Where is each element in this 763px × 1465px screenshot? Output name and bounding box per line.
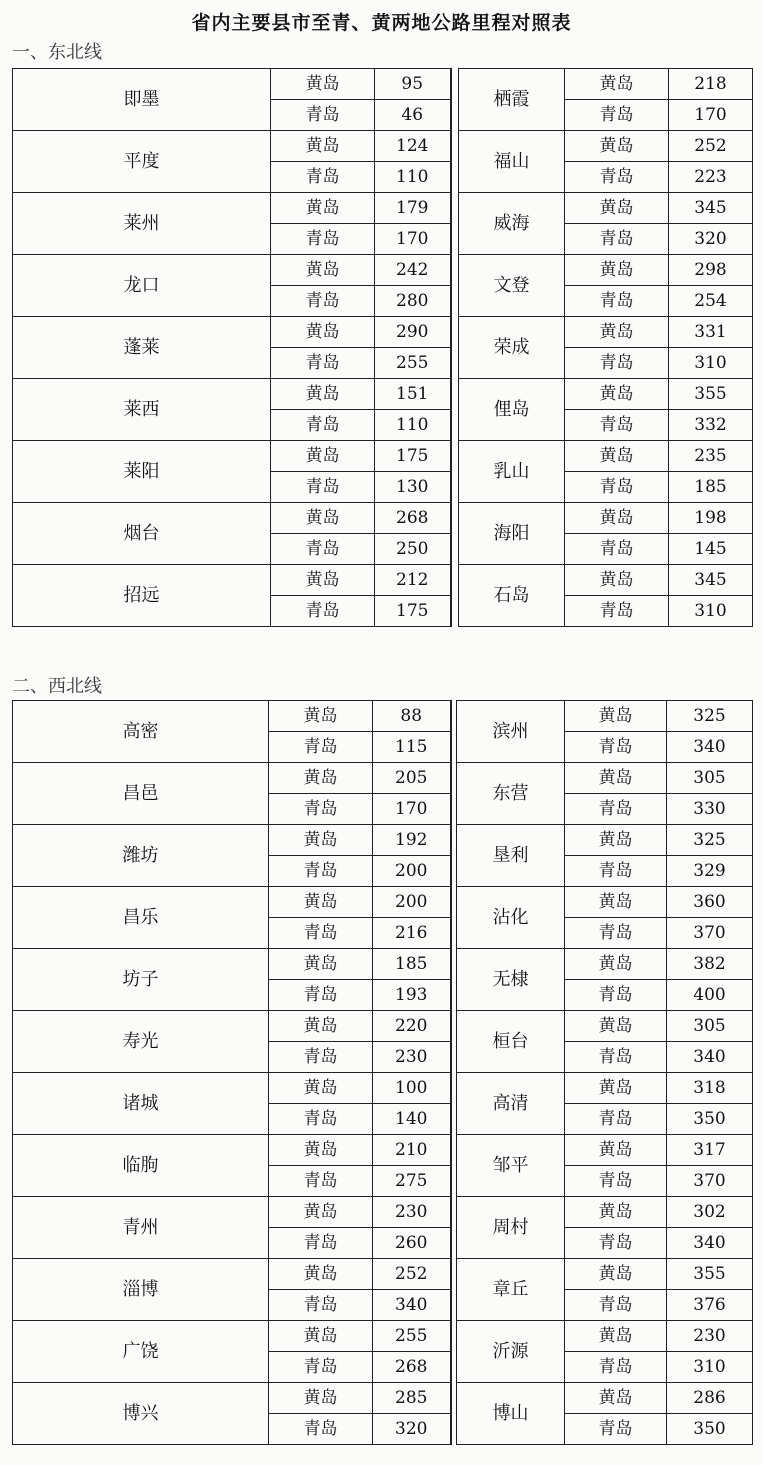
distance-value: 329 [667, 856, 753, 887]
table-row [13, 701, 753, 732]
table-row [13, 1073, 753, 1104]
distance-value: 317 [667, 1135, 753, 1166]
distance-value: 340 [667, 732, 753, 763]
destination-label: 青岛 [565, 918, 667, 949]
distance-value: 370 [667, 918, 753, 949]
destination-label: 青岛 [271, 224, 375, 255]
city-name: 博山 [457, 1383, 565, 1445]
distance-value: 210 [373, 1135, 451, 1166]
distance-value: 360 [667, 887, 753, 918]
destination-label: 青岛 [565, 856, 667, 887]
distance-value: 250 [375, 534, 451, 565]
table-row [13, 131, 753, 162]
distance-value: 376 [667, 1290, 753, 1321]
city-name: 邹平 [457, 1135, 565, 1197]
city-name: 章丘 [457, 1259, 565, 1321]
distance-value: 305 [667, 1011, 753, 1042]
city-name: 莱州 [13, 193, 271, 255]
distance-value: 331 [669, 317, 753, 348]
destination-label: 青岛 [565, 1228, 667, 1259]
table-row [13, 949, 753, 980]
destination-label: 黄岛 [565, 379, 669, 410]
destination-label: 黄岛 [269, 763, 373, 794]
city-name: 寿光 [13, 1011, 269, 1073]
city-name: 荣成 [459, 317, 565, 379]
destination-label: 青岛 [565, 596, 669, 627]
destination-label: 青岛 [565, 980, 667, 1011]
destination-label: 青岛 [269, 856, 373, 887]
table-row [13, 565, 753, 596]
section-heading-northwest: 二、西北线 [12, 676, 102, 697]
city-name: 蓬莱 [13, 317, 271, 379]
city-name: 昌乐 [13, 887, 269, 949]
distance-value: 325 [667, 701, 753, 732]
distance-value: 254 [669, 286, 753, 317]
distance-value: 170 [375, 224, 451, 255]
distance-value: 252 [669, 131, 753, 162]
city-name: 无棣 [457, 949, 565, 1011]
city-name: 广饶 [13, 1321, 269, 1383]
table-row [13, 193, 753, 224]
city-name: 坊子 [13, 949, 269, 1011]
distance-value: 212 [375, 565, 451, 596]
destination-label: 黄岛 [271, 255, 375, 286]
destination-label: 青岛 [271, 472, 375, 503]
destination-label: 青岛 [565, 794, 667, 825]
distance-value: 355 [667, 1259, 753, 1290]
city-name: 平度 [13, 131, 271, 193]
destination-label: 青岛 [269, 1042, 373, 1073]
destination-label: 黄岛 [565, 1135, 667, 1166]
table-row [13, 1321, 753, 1352]
destination-label: 黄岛 [269, 1383, 373, 1414]
destination-label: 黄岛 [565, 255, 669, 286]
city-name: 福山 [459, 131, 565, 193]
city-name: 淄博 [13, 1259, 269, 1321]
city-name: 莱阳 [13, 441, 271, 503]
table-row [13, 503, 753, 534]
distance-value: 268 [375, 503, 451, 534]
distance-value: 325 [667, 825, 753, 856]
distance-value: 170 [669, 100, 753, 131]
destination-label: 青岛 [269, 1104, 373, 1135]
destination-label: 黄岛 [565, 1197, 667, 1228]
destination-label: 青岛 [271, 100, 375, 131]
city-name: 俚岛 [459, 379, 565, 441]
table-row [13, 763, 753, 794]
destination-label: 青岛 [271, 348, 375, 379]
table-row [13, 1383, 753, 1414]
city-name: 即墨 [13, 69, 271, 131]
destination-label: 黄岛 [565, 701, 667, 732]
city-name: 桓台 [457, 1011, 565, 1073]
destination-label: 青岛 [271, 596, 375, 627]
destination-label: 黄岛 [269, 887, 373, 918]
distance-value: 318 [667, 1073, 753, 1104]
destination-label: 黄岛 [269, 825, 373, 856]
distance-value: 310 [667, 1352, 753, 1383]
destination-label: 黄岛 [269, 1135, 373, 1166]
distance-value: 170 [373, 794, 451, 825]
table-row [13, 1011, 753, 1042]
destination-label: 黄岛 [271, 379, 375, 410]
destination-label: 青岛 [565, 472, 669, 503]
destination-label: 黄岛 [565, 131, 669, 162]
distance-value: 100 [373, 1073, 451, 1104]
destination-label: 青岛 [271, 286, 375, 317]
distance-value: 124 [375, 131, 451, 162]
table-row [13, 255, 753, 286]
city-name: 诸城 [13, 1073, 269, 1135]
distance-value: 340 [667, 1228, 753, 1259]
destination-label: 青岛 [565, 410, 669, 441]
distance-value: 298 [669, 255, 753, 286]
destination-label: 青岛 [269, 980, 373, 1011]
distance-value: 218 [669, 69, 753, 100]
destination-label: 青岛 [565, 1290, 667, 1321]
distance-value: 355 [669, 379, 753, 410]
distance-value: 200 [373, 887, 451, 918]
destination-label: 青岛 [565, 162, 669, 193]
destination-label: 黄岛 [269, 1073, 373, 1104]
destination-label: 青岛 [565, 1414, 667, 1445]
destination-label: 黄岛 [565, 503, 669, 534]
destination-label: 青岛 [565, 732, 667, 763]
destination-label: 黄岛 [565, 825, 667, 856]
city-name: 东营 [457, 763, 565, 825]
destination-label: 青岛 [269, 732, 373, 763]
city-name: 垦利 [457, 825, 565, 887]
destination-label: 黄岛 [565, 317, 669, 348]
destination-label: 黄岛 [565, 1073, 667, 1104]
city-name: 威海 [459, 193, 565, 255]
distance-value: 382 [667, 949, 753, 980]
distance-value: 330 [667, 794, 753, 825]
destination-label: 黄岛 [269, 1011, 373, 1042]
distance-value: 275 [373, 1166, 451, 1197]
distance-value: 255 [375, 348, 451, 379]
distance-value: 130 [375, 472, 451, 503]
distance-value: 345 [669, 193, 753, 224]
distance-value: 175 [375, 441, 451, 472]
distance-value: 151 [375, 379, 451, 410]
destination-label: 黄岛 [271, 565, 375, 596]
distance-value: 305 [667, 763, 753, 794]
table-row [13, 69, 753, 100]
city-name: 滨州 [457, 701, 565, 763]
distance-value: 310 [669, 348, 753, 379]
destination-label: 黄岛 [565, 1011, 667, 1042]
distance-value: 370 [667, 1166, 753, 1197]
destination-label: 黄岛 [269, 1197, 373, 1228]
distance-value: 286 [667, 1383, 753, 1414]
distance-value: 192 [373, 825, 451, 856]
destination-label: 青岛 [269, 794, 373, 825]
destination-label: 青岛 [271, 410, 375, 441]
destination-label: 青岛 [565, 1166, 667, 1197]
distance-value: 230 [373, 1042, 451, 1073]
page-title: 省内主要县市至青、黄两地公路里程对照表 [191, 12, 572, 34]
distance-value: 110 [375, 162, 451, 193]
distance-value: 200 [373, 856, 451, 887]
table-row [13, 379, 753, 410]
city-name: 博兴 [13, 1383, 269, 1445]
distance-value: 179 [375, 193, 451, 224]
distance-value: 340 [373, 1290, 451, 1321]
city-name: 烟台 [13, 503, 271, 565]
distance-value: 285 [373, 1383, 451, 1414]
table-row [13, 887, 753, 918]
city-name: 沾化 [457, 887, 565, 949]
distance-value: 198 [669, 503, 753, 534]
city-name: 高清 [457, 1073, 565, 1135]
destination-label: 黄岛 [271, 193, 375, 224]
destination-label: 黄岛 [565, 441, 669, 472]
destination-label: 黄岛 [271, 503, 375, 534]
distance-value: 220 [373, 1011, 451, 1042]
distance-value: 230 [373, 1197, 451, 1228]
destination-label: 黄岛 [565, 565, 669, 596]
distance-value: 216 [373, 918, 451, 949]
distance-value: 145 [669, 534, 753, 565]
distance-value: 340 [667, 1042, 753, 1073]
city-name: 潍坊 [13, 825, 269, 887]
table-row [13, 441, 753, 472]
destination-label: 青岛 [269, 918, 373, 949]
destination-label: 青岛 [269, 1414, 373, 1445]
table-row [13, 1259, 753, 1290]
city-name: 石岛 [459, 565, 565, 627]
distance-value: 350 [667, 1414, 753, 1445]
distance-value: 345 [669, 565, 753, 596]
destination-label: 青岛 [565, 286, 669, 317]
destination-label: 青岛 [565, 224, 669, 255]
city-name: 沂源 [457, 1321, 565, 1383]
destination-label: 黄岛 [269, 1259, 373, 1290]
city-name: 莱西 [13, 379, 271, 441]
destination-label: 黄岛 [565, 763, 667, 794]
distance-value: 46 [375, 100, 451, 131]
city-name: 乳山 [459, 441, 565, 503]
distance-table-northwest [12, 700, 753, 1445]
distance-value: 223 [669, 162, 753, 193]
destination-label: 黄岛 [565, 1259, 667, 1290]
city-name: 临朐 [13, 1135, 269, 1197]
distance-value: 95 [375, 69, 451, 100]
destination-label: 青岛 [269, 1166, 373, 1197]
distance-value: 320 [669, 224, 753, 255]
destination-label: 青岛 [271, 534, 375, 565]
destination-label: 黄岛 [565, 69, 669, 100]
column-divider [451, 69, 459, 627]
city-name: 高密 [13, 701, 269, 763]
destination-label: 青岛 [565, 1352, 667, 1383]
destination-label: 青岛 [565, 1104, 667, 1135]
destination-label: 青岛 [269, 1290, 373, 1321]
distance-value: 88 [373, 701, 451, 732]
destination-label: 黄岛 [565, 1321, 667, 1352]
table-row [13, 1135, 753, 1166]
distance-value: 252 [373, 1259, 451, 1290]
destination-label: 黄岛 [271, 69, 375, 100]
distance-value: 302 [667, 1197, 753, 1228]
distance-value: 205 [373, 763, 451, 794]
city-name: 青州 [13, 1197, 269, 1259]
city-name: 栖霞 [459, 69, 565, 131]
city-name: 招远 [13, 565, 271, 627]
destination-label: 黄岛 [565, 949, 667, 980]
section-heading-northeast: 一、东北线 [12, 42, 102, 63]
distance-value: 235 [669, 441, 753, 472]
destination-label: 青岛 [271, 162, 375, 193]
distance-value: 140 [373, 1104, 451, 1135]
destination-label: 青岛 [565, 534, 669, 565]
distance-value: 185 [373, 949, 451, 980]
destination-label: 黄岛 [565, 887, 667, 918]
city-name: 海阳 [459, 503, 565, 565]
distance-value: 280 [375, 286, 451, 317]
destination-label: 黄岛 [271, 131, 375, 162]
destination-label: 黄岛 [271, 441, 375, 472]
distance-value: 242 [375, 255, 451, 286]
distance-value: 115 [373, 732, 451, 763]
destination-label: 黄岛 [565, 1383, 667, 1414]
distance-value: 290 [375, 317, 451, 348]
distance-value: 400 [667, 980, 753, 1011]
distance-value: 230 [667, 1321, 753, 1352]
distance-value: 175 [375, 596, 451, 627]
city-name: 文登 [459, 255, 565, 317]
table-row [13, 317, 753, 348]
destination-label: 黄岛 [269, 949, 373, 980]
distance-table-northeast [12, 68, 753, 627]
destination-label: 青岛 [565, 1042, 667, 1073]
distance-value: 255 [373, 1321, 451, 1352]
city-name: 周村 [457, 1197, 565, 1259]
distance-value: 332 [669, 410, 753, 441]
city-name: 龙口 [13, 255, 271, 317]
distance-value: 350 [667, 1104, 753, 1135]
destination-label: 黄岛 [269, 701, 373, 732]
destination-label: 青岛 [565, 100, 669, 131]
distance-value: 110 [375, 410, 451, 441]
destination-label: 黄岛 [271, 317, 375, 348]
city-name: 昌邑 [13, 763, 269, 825]
table-row [13, 1197, 753, 1228]
distance-value: 260 [373, 1228, 451, 1259]
destination-label: 黄岛 [565, 193, 669, 224]
distance-value: 185 [669, 472, 753, 503]
destination-label: 青岛 [565, 348, 669, 379]
destination-label: 青岛 [269, 1352, 373, 1383]
destination-label: 黄岛 [269, 1321, 373, 1352]
distance-value: 193 [373, 980, 451, 1011]
destination-label: 青岛 [269, 1228, 373, 1259]
distance-value: 310 [669, 596, 753, 627]
distance-value: 268 [373, 1352, 451, 1383]
distance-value: 320 [373, 1414, 451, 1445]
table-row [13, 825, 753, 856]
